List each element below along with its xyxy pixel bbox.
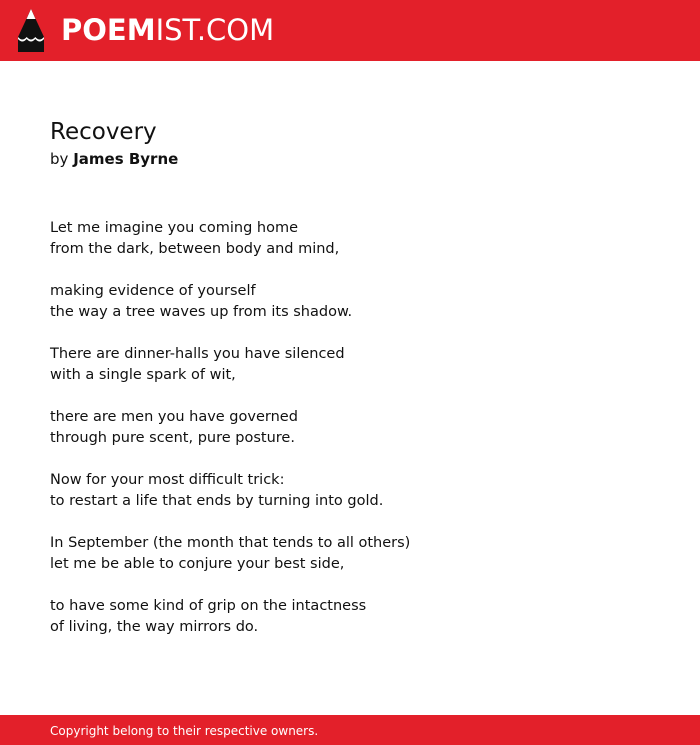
- site-logo-text: [61, 13, 274, 47]
- logo-light-part: IST.COM: [155, 13, 275, 47]
- poem-line: from the dark, between body and mind,: [50, 241, 340, 257]
- poem-author: James Byrne: [73, 150, 179, 168]
- poem-stanza: [50, 281, 650, 323]
- poem-title: Recovery: [50, 119, 157, 145]
- poem-line: let me be able to conjure your best side,: [50, 556, 345, 572]
- poem-body: [50, 218, 650, 638]
- poem-line: Now for your most difficult trick:: [50, 472, 285, 488]
- poem-line: There are dinner-halls you have silenced: [50, 346, 345, 362]
- poem-stanza: [50, 218, 650, 260]
- poem-stanza: [50, 533, 650, 575]
- poem-line: Let me imagine you coming home: [50, 220, 299, 236]
- poem-line: through pure scent, pure posture.: [50, 430, 295, 446]
- site-footer: [0, 715, 700, 745]
- poem-line: to have some kind of grip on the intactness: [50, 598, 367, 614]
- poem-stanza: [50, 407, 650, 449]
- copyright-notice: Copyright belong to their respective owners.: [50, 724, 319, 738]
- poem-byline: [50, 149, 650, 169]
- poem-line: making evidence of yourself: [50, 283, 256, 299]
- site-header: [0, 0, 700, 61]
- poem-article: [50, 117, 650, 659]
- poem-line: the way a tree waves up from its shadow.: [50, 304, 353, 320]
- pencil-tip-icon: [18, 9, 44, 52]
- by-label: by: [50, 150, 69, 168]
- poem-stanza: [50, 596, 650, 638]
- poem-line: of living, the way mirrors do.: [50, 619, 259, 635]
- logo-bold-part: POEM: [61, 13, 156, 47]
- poem-line: there are men you have governed: [50, 409, 298, 425]
- poem-stanza: [50, 470, 650, 512]
- poem-stanza: [50, 344, 650, 386]
- poem-line: to restart a life that ends by turning into gold.: [50, 493, 384, 509]
- poem-line: with a single spark of wit,: [50, 367, 236, 383]
- poem-line: In September (the month that tends to all others): [50, 535, 411, 551]
